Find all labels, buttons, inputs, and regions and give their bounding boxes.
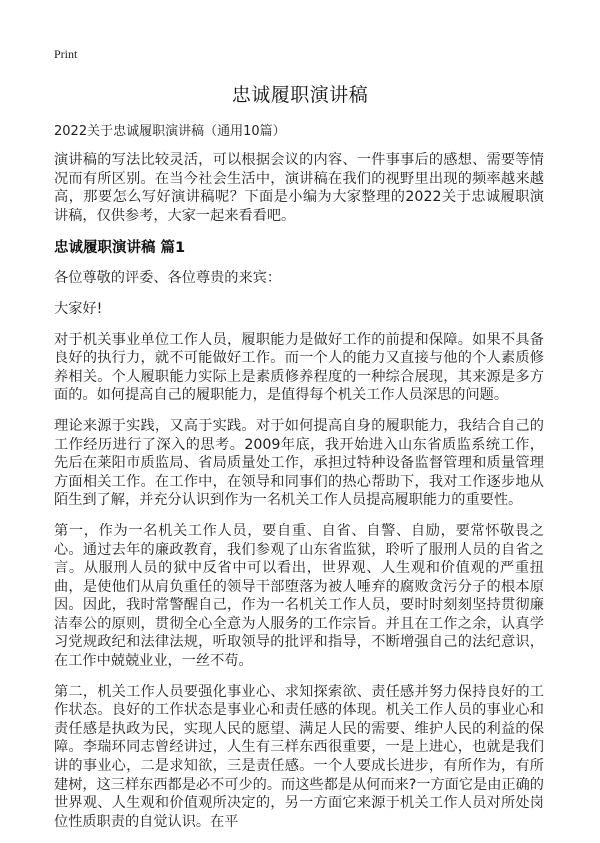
section-heading: 忠诚履职演讲稿 篇1 (54, 240, 186, 257)
body-paragraph: 理论来源于实践，又高于实践。对于如何提高自身的履职能力，我结合自己的工作经历进行了深入的思考。2009年底，我开始进入山东省质监系统工作，先后在莱阳市质监局、省局质量处工作，承担过特种设备监督管理和质量管理方面相关工作。在工作中，在领导和同事们的热心帮助下，我对工作逐步地从陌生到了解，并充分认识到作为一名机关工作人员提高履职能力的重要性。 (54, 417, 544, 509)
greeting: 大家好! (54, 300, 103, 317)
salutation: 各位尊敬的评委、各位尊贵的来宾： (54, 270, 282, 287)
document-subtitle: 2022关于忠诚履职演讲稿（通用10篇） (54, 124, 286, 139)
body-paragraph: 第一，作为一名机关工作人员，要自重、自省、自警、自励，要常怀敬畏之心。通过去年的廉政教育，我们参观了山东省监狱，聆听了服刑人员的自省之言。从服刑人员的狱中反省中可以看出，世界观、人生观和价值观的严重扭曲，是使他们从肩负重任的领导干部堕落为被人唾弃的腐败贪污分子的根本原因。因此，我时常警醒自己，作为一名机关工作人员，要时时刻刻坚持贯彻廉洁奉公的原则，贯彻全心全意为人服务的工作宗旨。并且在工作之余，认真学习党规政纪和法律法规，听取领导的批评和指导，不断增强自己的法纪意识，在工作中兢兢业业，一丝不苟。 (54, 522, 544, 670)
body-paragraph: 第二，机关工作人员要强化事业心、求知探索欲、责任感并努力保持良好的工作状态。良好的工作状态是事业心和责任感的体现。机关工作人员的事业心和责任感是执政为民，实现人民的愿望、满足人民的需要、维护人民的利益的保障。李瑞环同志曾经讲过，人生有三样东西很重要，一是上进心，也就是我们讲的事业心，二是求知欲，三是责任感。一个人要成长进步，有所作为，有所建树，这三样东西都是必不可少的。而这些都是从何而来?一方面它是由正确的世界观、人生观和价值观所决定的，另一方面它来源于机关工作人员对所处岗位性质职责的自觉认识。在平 (54, 683, 544, 830)
intro-paragraph: 演讲稿的写法比较灵活，可以根据会议的内容、一件事事后的感想、需要等情况而有所区别。在当今社会生活中，演讲稿在我们的视野里出现的频率越来越高，那要怎么写好演讲稿呢？下面是小编为大家整理的2022关于忠诚履职演讲稿，仅供参考，大家一起来看看吧。 (54, 152, 544, 224)
document-title: 忠诚履职演讲稿 (231, 84, 369, 106)
document-body (54, 151, 544, 843)
body-paragraph: 对于机关事业单位工作人员，履职能力是做好工作的前提和保障。如果不具备良好的执行力，就不可能做好工作。而一个人的能力又直接与他的个人素质修养相关。个人履职能力实际上是素质修养程度的一种综合展现，其来源是多方面的。如何提高自己的履职能力，是值得每个机关工作人员深思的问题。 (54, 331, 544, 404)
print-link[interactable]: Print (54, 47, 78, 61)
